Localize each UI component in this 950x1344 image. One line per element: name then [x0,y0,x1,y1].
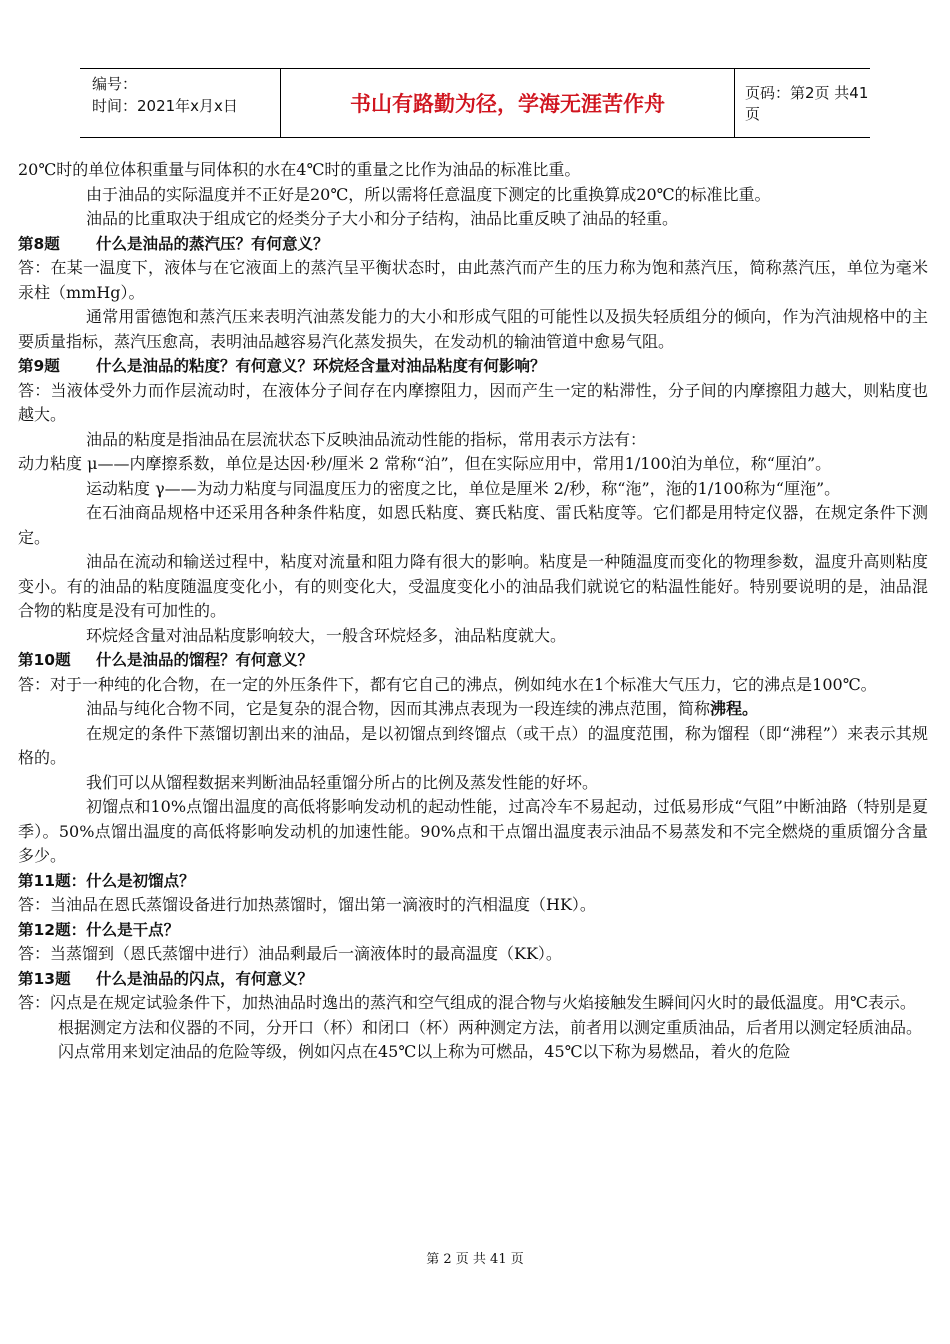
answer-paragraph: 答：当液体受外力而作层流动时，在液体分子间存在内摩擦阻力，因而产生一定的粘滞性，分子间的内摩擦阻力越大，则粘度也越大。 [18,380,928,424]
document-body [18,158,928,1065]
answer-paragraph: 答：闪点是在规定试验条件下，加热油品时逸出的蒸汽和空气组成的混合物与火焰接触发生瞬间闪火时的最低温度。用℃表示。 [18,993,916,1012]
question-heading-11: 第11题：什么是初馏点？ [18,871,195,890]
answer-paragraph: 我们可以从馏程数据来判断油品轻重馏分所占的比例及蒸发性能的好坏。 [86,772,599,792]
bold-term: 沸程。 [710,699,759,718]
question-title: 什么是油品的粘度？有何意义？环烷烃含量对油品粘度有何影响？ [96,357,546,375]
question-heading-10 [18,648,928,673]
answer-paragraph: 油品的粘度是指油品在层流状态下反映油品流动性能的指标，常用表示方法有： [86,429,647,449]
answer-paragraph: 在规定的条件下蒸馏切割出来的油品，是以初馏点到终馏点（或干点）的温度范围，称为馏程（即“沸程”）来表示其规格的。 [18,723,928,767]
answer-paragraph [18,697,928,722]
answer-paragraph: 答：在某一温度下，液体与在它液面上的蒸汽呈平衡状态时，由此蒸汽而产生的压力称为饱和蒸汽压，简称蒸汽压，单位为毫米汞柱（mmHg）。 [18,258,928,302]
header-page-number: 页码：第2页 共41页 [745,84,869,123]
question-title: 什么是油品的闪点，有何意义？ [96,969,314,988]
question-title: 什么是油品的馏程？有何意义？ [96,651,314,669]
answer-paragraph: 通常用雷德饱和蒸汽压来表明汽油蒸发能力的大小和形成气阻的可能性以及损失轻质组分的倾向，作为汽油规格中的主要质量指标，蒸汽压愈高，表明油品越容易汽化蒸发损失，在发动机的输油管道中愈易气阻。 [18,307,928,351]
header-meta [80,69,280,137]
answer-paragraph: 环烷烃含量对油品粘度影响较大，一般含环烷烃多，油品粘度就大。 [86,625,567,645]
doc-time-label: 时间：2021年x月x日 [92,97,238,115]
question-number: 第9题 [18,357,60,375]
question-number: 第10题 [18,651,71,669]
answer-paragraph: 油品在流动和输送过程中，粘度对流量和阻力降有很大的影响。粘度是一种随温度而变化的物理参数，温度升高则粘度变小。有的油品的粘度随温度变化小，有的则变化大，受温度变化小的油品我们就说它的粘温性能好。特别要说明的是，油品混合物的粘度是没有可加性的。 [18,552,928,620]
question-heading-12: 第12题：什么是干点？ [18,920,180,939]
answer-paragraph: 答：对于一种纯的化合物，在一定的外压条件下，都有它自己的沸点，例如纯水在1个标准大气压力，它的沸点是100℃。 [18,674,877,694]
answer-paragraph: 初馏点和10%点馏出温度的高低将影响发动机的起动性能，过高冷车不易起动，过低易形成“气阻”中断油路（特别是夏季）。50%点馏出温度的高低将影响发动机的加速性能。90%点和干点馏出温度表示油品不易蒸发和不完全燃烧的重质馏分含量多少。 [18,797,928,865]
question-number: 第8题 [18,234,60,253]
answer-paragraph: 动力粘度 μ——内摩擦系数，单位是达因·秒/厘米 2 常称“泊”，但在实际应用中，常用1/100泊为单位，称“厘泊”。 [18,454,832,473]
question-heading-8 [18,232,928,257]
paragraph: 油品的比重取决于组成它的烃类分子大小和分子结构，油品比重反映了油品的轻重。 [86,209,679,228]
answer-paragraph: 答：当蒸馏到（恩氏蒸馏中进行）油品剩最后一滴液体时的最高温度（KK）。 [18,944,562,963]
answer-paragraph: 闪点常用来划定油品的危险等级，例如闪点在45℃以上称为可燃品，45℃以下称为易燃品，着火的危险 [58,1042,791,1061]
answer-paragraph: 根据测定方法和仪器的不同，分开口（杯）和闭口（杯）两种测定方法，前者用以测定重质油品，后者用以测定轻质油品。 [58,1017,923,1037]
page-header [80,68,870,138]
question-heading-9 [18,354,928,379]
answer-paragraph: 运动粘度 γ——为动力粘度与同温度压力的密度之比，单位是厘米 2/秒，称“沲”，沲的1/100称为“厘沲”。 [86,478,841,498]
answer-text: 油品与纯化合物不同，它是复杂的混合物，因而其沸点表现为一段连续的沸点范围，简称 [86,699,711,718]
paragraph: 20℃时的单位体积重量与同体积的水在4℃时的重量之比作为油品的标准比重。 [18,160,581,179]
answer-paragraph: 答：当油品在恩氏蒸馏设备进行加热蒸馏时，馏出第一滴液时的汽相温度（HK）。 [18,895,596,914]
question-heading-13 [18,967,928,992]
paragraph: 由于油品的实际温度并不正好是20℃，所以需将任意温度下测定的比重换算成20℃的标准比重。 [86,184,771,204]
question-title: 什么是油品的蒸汽压？有何意义？ [96,234,329,253]
doc-number-label: 编号： [92,75,138,93]
answer-paragraph: 在石油商品规格中还采用各种条件粘度，如恩氏粘度、赛氏粘度、雷氏粘度等。它们都是用特定仪器，在规定条件下测定。 [18,503,928,547]
question-number: 第13题 [18,969,71,988]
page-footer: 第 2 页 共 41 页 [426,1252,524,1267]
header-motto: 书山有路勤为径，学海无涯苦作舟 [280,69,735,137]
